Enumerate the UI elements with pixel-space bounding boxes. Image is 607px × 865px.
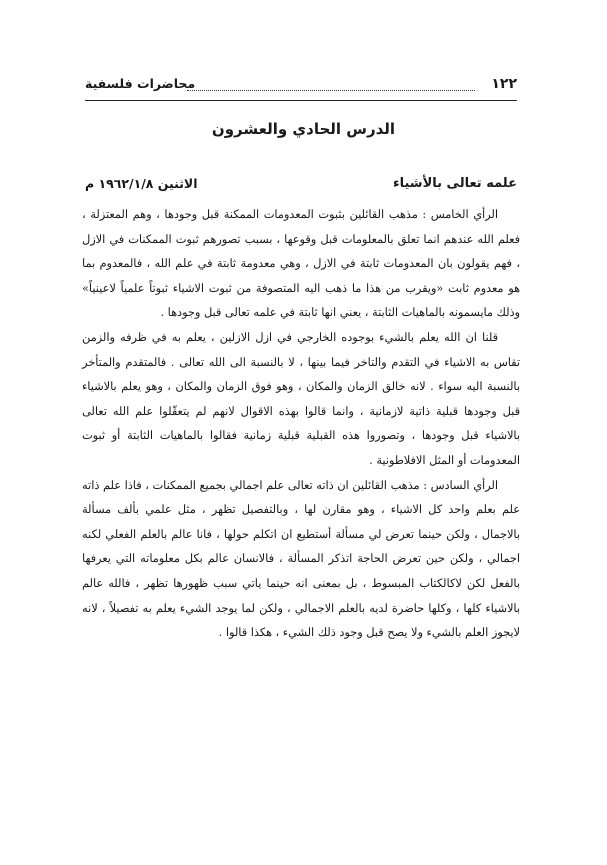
- paragraph-fifth-opinion: الرأي الخامس : مذهب القائلين بثبوت المعدومات الممكنة قبل وجودها ، وهم المعتزلة ، فعلم الله عندهم انما تعلق بالمعلومات قبل وقوعها ، بسبب تصورهم ثبوت الممكنات في الازل ، فهم يقولون بان المعدومات ثابتة في الازل ، وهي معدومة ثابتة في علم الله ، فالمعدوم بما هو معدوم ثابت «ويقرب من هذا ما ذهب اليه المتصوفة من ثبوت الاشياء ثبوتاً علمياً لاعينياً» وذلك مايسمونه بالماهيات الثابتة ، يعني انها ثابتة في علمه تعالى قبل وجودها .: [82, 208, 520, 320]
- section-title: علمه تعالى بالأشياء: [392, 176, 517, 191]
- page-header: [85, 76, 517, 98]
- running-title: محاضرات فلسفية: [85, 76, 196, 91]
- lesson-title: الدرس الحادي والعشرون: [211, 120, 396, 138]
- lecture-date: الاثنين ١٩٦٢/١/٨ م: [85, 176, 198, 191]
- page-number: ١٢٢: [491, 76, 517, 92]
- header-dot-leader: [187, 90, 475, 91]
- section-subheader: [85, 176, 517, 198]
- header-rule: [85, 100, 517, 101]
- body-text: [82, 203, 520, 646]
- paragraph-rebuttal: قلنا ان الله يعلم بالشيء بوجوده الخارجي في ازل الازلين ، يعلم به في ظرفه والزمن تقاس به الاشياء في التقدم والتاخر فيما بينها ، لا بالنسبة الى الله تعالى . فالمتقدم والمتأخر بالنسبة اليه سواء . لانه خالق الزمان والمكان ، وهو فوق الزمان والمكان ، وهو يعلم بالاشياء قبل وجودها قبلية ذاتية لازمانية ، وانما قالوا بهذه الاقوال لانهم لم يتعقّلوا علم الله تعالى بالاشياء قبل وجودها ، وتصوروا هذه القبلية قبلية زمانية فقالوا بالماهيات الثابتة أو ثبوت المعدومات أو المثل الافلاطونية .: [82, 330, 520, 467]
- paragraph-sixth-opinion: الرأي السادس : مذهب القائلين ان ذاته تعالى علم اجمالي بجميع الممكنات ، فاذا علم ذاته علم بعلم واحد كل الاشياء ، وهو مقارن لها ، وبالتفصيل تظهر ، مثل علمي بألف مسألة بالاجمال ، ولكن حينما تعرض لي مسألة أستطيع ان اتكلم حولها ، فانا عالم بالعلم الفعلي لكنه اجمالي ، ولكن حين تعرض الحاجة اتذكر المسألة ، فالانسان عالم بكل معلوماته التي يعرفها بالفعل لكن لاكالكتاب المبسوط ، بل بمعنى انه حينما ياتي سبب ظهورها تظهر ، فالله عالم بالاشياء كلها ، وكلها حاضرة لديه بالعلم الاجمالي ، ولكن لما يوجد الشيء يعلم به تفصيلاً ، لانه لايجوز العلم بالشيء ولا يصح قبل وجود ذلك الشيء ، هكذا قالوا .: [82, 478, 520, 640]
